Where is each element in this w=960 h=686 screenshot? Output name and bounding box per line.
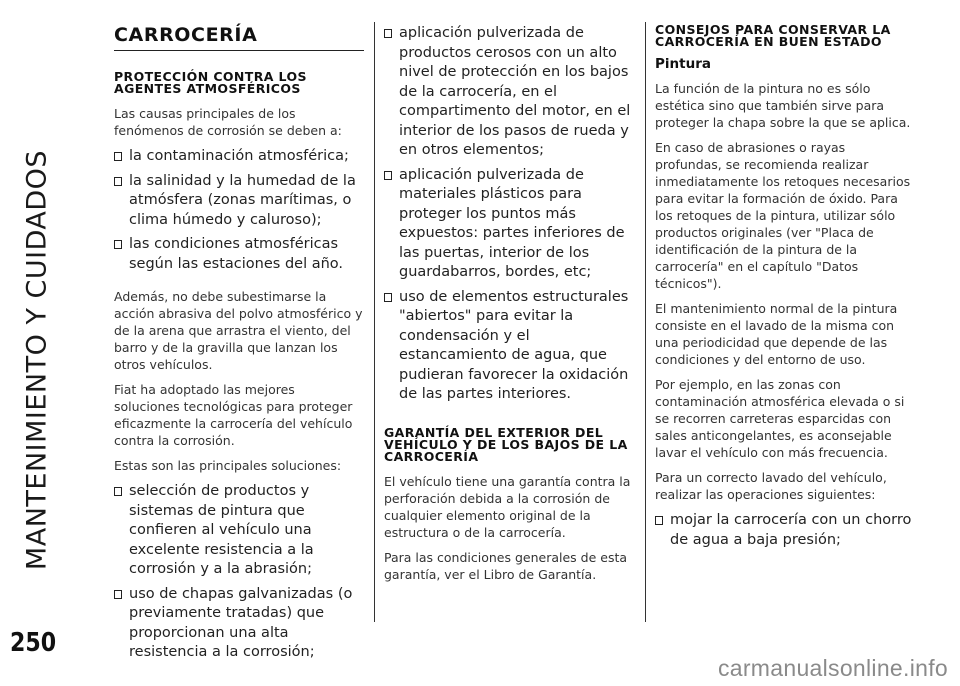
list-item bbox=[384, 288, 634, 405]
checkbox-bullet-icon bbox=[114, 177, 122, 186]
column-divider bbox=[374, 22, 375, 622]
list-item bbox=[384, 24, 634, 161]
checkbox-bullet-icon bbox=[114, 487, 122, 496]
checkbox-bullet-icon bbox=[384, 171, 392, 180]
paragraph: La función de la pintura no es sólo estética sino que también sirve para proteger la chapa sobre la que se aplica. bbox=[655, 81, 911, 130]
column-2 bbox=[384, 24, 634, 591]
bullet-list bbox=[114, 147, 364, 274]
checkbox-bullet-icon bbox=[655, 516, 663, 525]
section-heading: CONSEJOS PARA CONSERVAR LA CARROCERÍA EN BUEN ESTADO bbox=[655, 22, 891, 49]
bullet-list bbox=[114, 482, 364, 663]
list-item-text: uso de elementos estructurales "abiertos" para evitar la condensación y el estancamiento de agua, que pudieran favorecer la oxidación de las partes interiores. bbox=[399, 288, 629, 402]
paragraph: Fiat ha adoptado las mejores soluciones tecnológicas para proteger eficazmente la carrocería del vehículo contra la corrosión. bbox=[114, 382, 353, 448]
subsection-heading: Pintura bbox=[655, 56, 711, 72]
list-item bbox=[114, 235, 364, 274]
checkbox-bullet-icon bbox=[384, 29, 392, 38]
list-item bbox=[114, 172, 364, 231]
checkbox-bullet-icon bbox=[384, 293, 392, 302]
list-item-text: la contaminación atmosférica; bbox=[129, 148, 349, 164]
column-3 bbox=[655, 24, 915, 558]
list-item-text: las condiciones atmosféricas según las estaciones del año. bbox=[129, 236, 344, 272]
checkbox-bullet-icon bbox=[114, 590, 122, 599]
paragraph: Por ejemplo, en las zonas con contaminación atmosférica elevada o si se recorren carreteras esparcidas con sales anticongelantes, es aconsejable lavar el vehículo con más frecuencia. bbox=[655, 377, 905, 460]
paragraph: El vehículo tiene una garantía contra la perforación debida a la corrosión de cualquier elemento original de la estructura o de la carrocería. bbox=[384, 473, 631, 540]
paragraph: El mantenimiento normal de la pintura consiste en el lavado de la misma con una periodicidad que depende de las condiciones y del entorno de uso. bbox=[655, 301, 898, 367]
list-item bbox=[114, 482, 364, 580]
column-divider bbox=[645, 22, 646, 622]
bullet-list bbox=[384, 24, 634, 405]
list-item bbox=[114, 147, 364, 167]
list-item-text: aplicación pulverizada de productos cerosos con un alto nivel de protección en los bajos de la carrocería, en el compartimento del motor, en el interior de los pasos de rueda y en otros elementos; bbox=[399, 25, 631, 158]
watermark: carmanualsonline.info bbox=[717, 655, 948, 681]
list-item bbox=[384, 166, 634, 283]
paragraph: Además, no debe subestimarse la acción abrasiva del polvo atmosférico y de la arena que arrastra el viento, del barro y de la gravilla que lanzan los otros vehículos. bbox=[114, 289, 363, 372]
list-item-text: aplicación pulverizada de materiales plásticos para proteger los puntos más expuestos: partes inferiores de las puertas, interior de los guardabarros, bordes, etc; bbox=[399, 166, 625, 280]
list-item bbox=[655, 511, 915, 550]
list-item-text: uso de chapas galvanizadas (o previamente tratadas) que proporcionan una alta resistencia a la corrosión; bbox=[129, 585, 353, 660]
list-item-text: la salinidad y la humedad de la atmósfera (zonas marítimas, o clima húmedo y caluroso); bbox=[129, 172, 356, 228]
column-1 bbox=[114, 24, 364, 671]
paragraph: Para un correcto lavado del vehículo, realizar las operaciones siguientes: bbox=[655, 470, 887, 502]
list-item-text: mojar la carrocería con un chorro de agua a baja presión; bbox=[670, 512, 912, 548]
section-title: CARROCERÍA bbox=[114, 24, 364, 51]
section-heading: GARANTÍA DEL EXTERIOR DEL VEHÍCULO Y DE LOS BAJOS DE LA CARROCERÍA bbox=[384, 424, 628, 464]
paragraph: Estas son las principales soluciones: bbox=[114, 458, 342, 473]
paragraph: Las causas principales de los fenómenos de corrosión se deben a: bbox=[114, 106, 342, 138]
list-item-text: selección de productos y sistemas de pintura que confieren al vehículo una excelente resistencia a la corrosión y a la abrasión; bbox=[129, 483, 314, 577]
list-item bbox=[114, 585, 364, 663]
checkbox-bullet-icon bbox=[114, 152, 122, 161]
paragraph: En caso de abrasiones o rayas profundas, se recomienda realizar inmediatamente los retoques necesarios para evitar la formación de óxido. Para los retoques de la pintura, utilizar sólo productos originales (ver "Placa de identificación de la pintura de la carrocería" en el capítulo "Datos técnicos"). bbox=[655, 140, 911, 291]
section-heading: PROTECCIÓN CONTRA LOS AGENTES ATMOSFÉRICOS bbox=[114, 69, 307, 96]
bullet-list bbox=[655, 511, 915, 550]
paragraph: Para las condiciones generales de esta garantía, ver el Libro de Garantía. bbox=[384, 549, 628, 582]
checkbox-bullet-icon bbox=[114, 240, 122, 249]
chapter-title: MANTENIMIENTO Y CUIDADOS bbox=[21, 149, 53, 571]
page-number: 250 bbox=[10, 628, 57, 658]
